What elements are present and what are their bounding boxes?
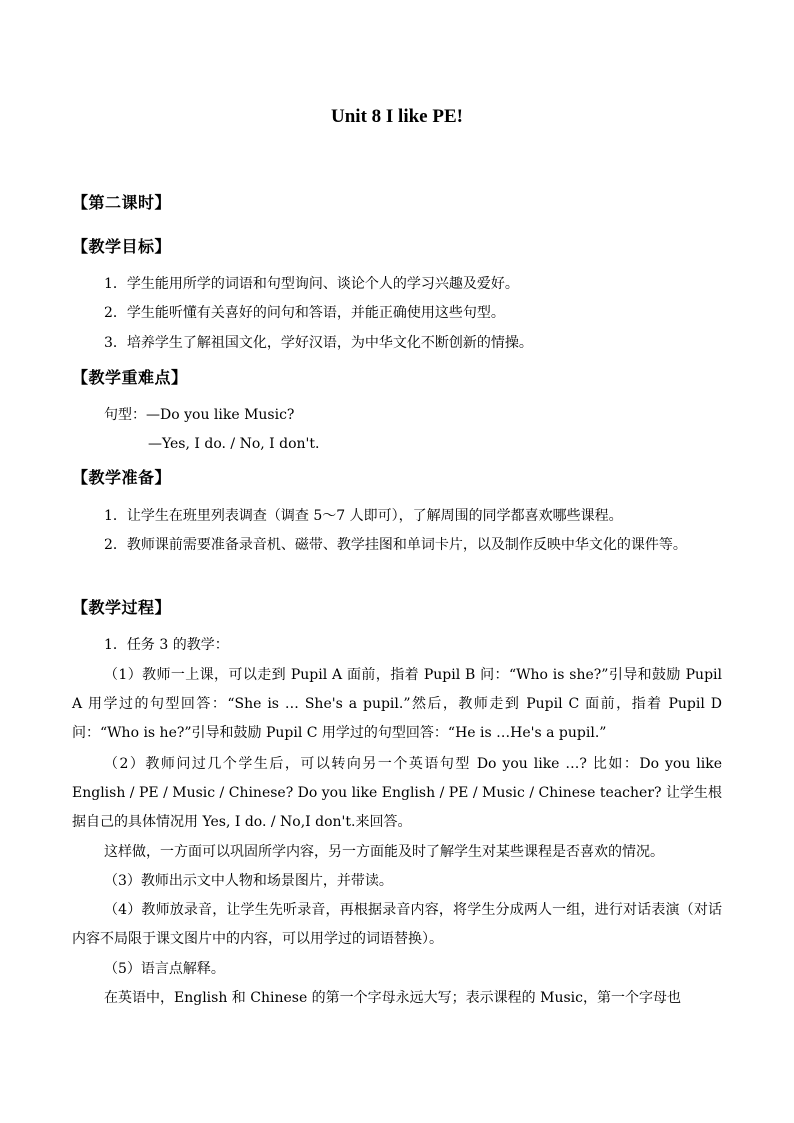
objective-item-3: 3．培养学生了解祖国文化，学好汉语，为中华文化不断创新的情操。: [104, 335, 533, 351]
process-step-2-note: 这样做，一方面可以巩固所学内容，另一方面能及时了解学生对某些课程是否喜欢的情况。: [104, 844, 664, 860]
preparation-item-1: 1．让学生在班里列表调查（调查 5～7 人即可），了解周围的同学都喜欢哪些课程。: [104, 508, 623, 524]
process-step-3: （3）教师出示文中人物和场景图片，并带读。: [104, 873, 393, 889]
process-step-5-text: 在英语中，English 和 Chinese 的第一个字母永远大写；表示课程的 Music，第一个字母也: [104, 990, 681, 1006]
process-task: 1．任务 3 的教学：: [104, 637, 229, 653]
process-step-5: （5）语言点解释。: [104, 961, 225, 977]
process-step-2: （2）教师问过几个学生后，可以转向另一个英语句型 Do you like …? 比如：Do you like English / PE / Music / Chinese? Do you like English / PE / Music / Chinese teacher? 让学生根据自己的具体情况用 Yes, I do. / No,I don't.来回答。: [72, 756, 722, 830]
objective-item-1: 1．学生能用所学的词语和句型询问、谈论个人的学习兴趣及爱好。: [104, 276, 519, 292]
preparation-heading: 【教学准备】: [72, 468, 172, 487]
objectives-heading: 【教学目标】: [72, 237, 172, 256]
pattern-line-question: 句型：—Do you like Music?: [104, 407, 295, 423]
process-heading: 【教学过程】: [72, 598, 172, 617]
pattern-line-answer: —Yes, I do. / No, I don't.: [148, 436, 320, 452]
objective-item-2: 2．学生能听懂有关喜好的问句和答语，并能正确使用这些句型。: [104, 305, 505, 321]
lesson-heading: 【第二课时】: [72, 193, 172, 212]
process-step-1: （1）教师一上课，可以走到 Pupil A 面前，指着 Pupil B 问：“Who is she?”引导和鼓励 Pupil A 用学过的句型回答：“She is … She's a pupil.”然后，教师走到 Pupil C 面前，指着 Pupil D 问：“Who is he?”引导和鼓励 Pupil C 用学过的句型回答：“He is …He's a pupil.”: [72, 667, 722, 741]
preparation-item-2: 2．教师课前需要准备录音机、磁带、教学挂图和单词卡片，以及制作反映中华文化的课件等。: [104, 537, 687, 553]
document-title: Unit 8 I like PE!: [331, 106, 463, 127]
process-step-4: （4）教师放录音，让学生先听录音，再根据录音内容，将学生分成两人一组，进行对话表演（对话内容不局限于课文图片中的内容，可以用学过的词语替换）。: [72, 902, 722, 947]
key-points-heading: 【教学重难点】: [72, 368, 188, 387]
